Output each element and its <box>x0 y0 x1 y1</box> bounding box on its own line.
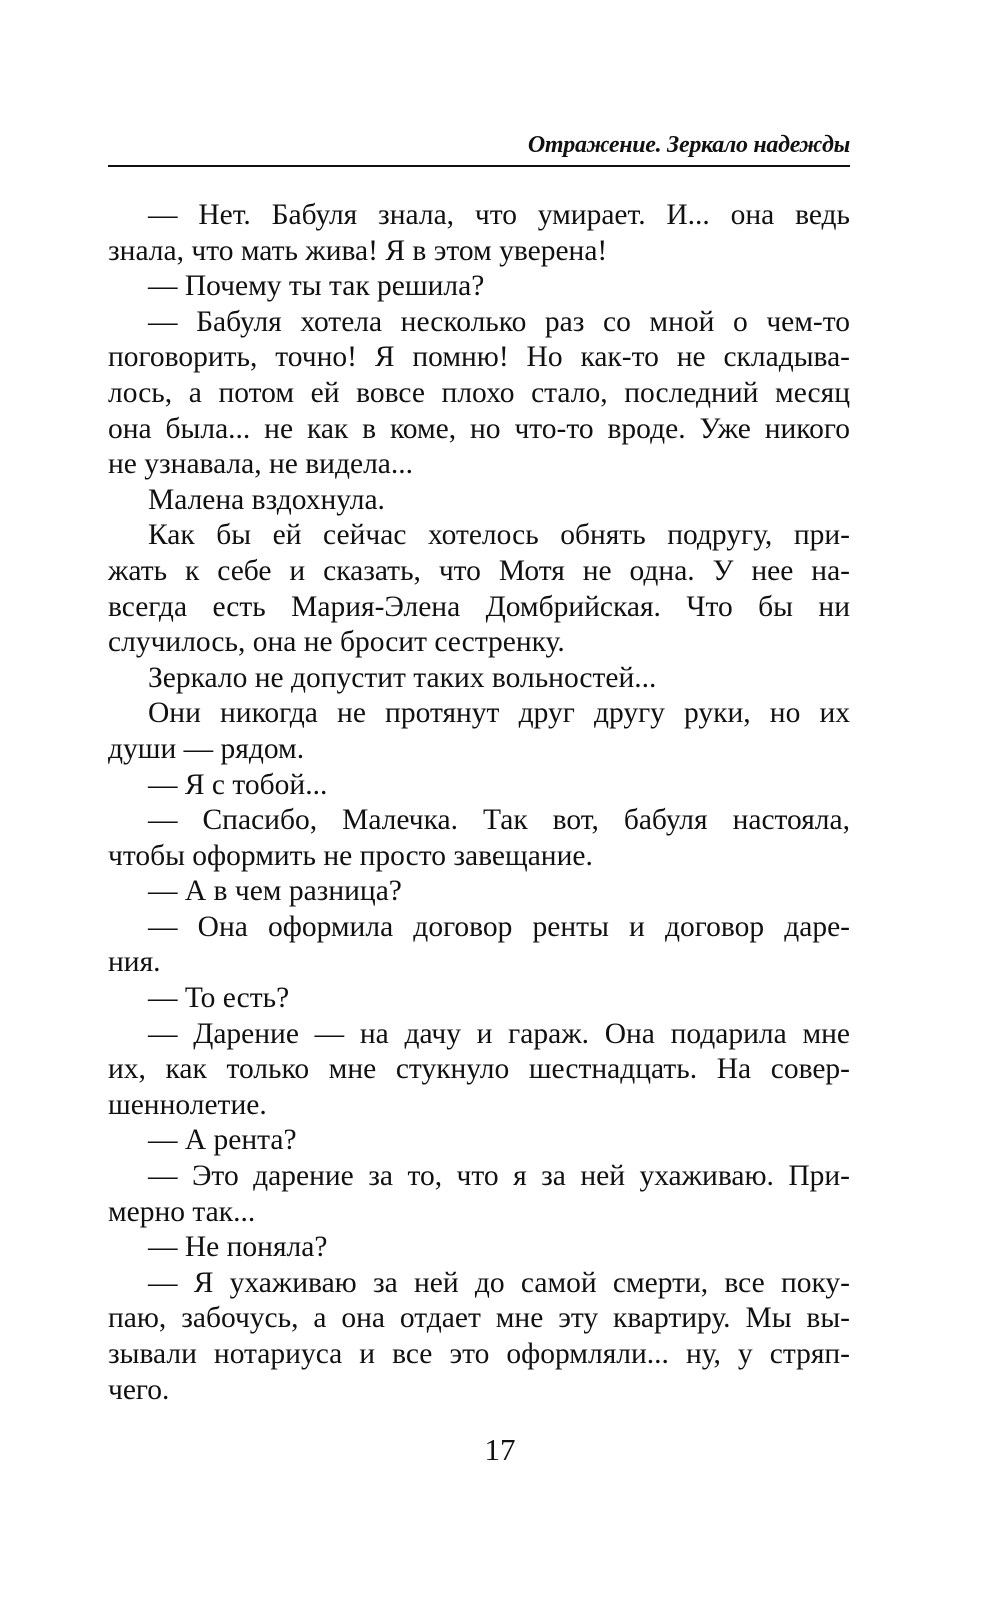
text-line: Малена вздохнула. <box>148 483 385 516</box>
text-line: поговорить, точно! Я помню! Но как-то не складыва- <box>108 341 850 374</box>
text-line: лось, а потом ей вовсе плохо стало, последний месяц <box>108 376 850 409</box>
text-line: ния. <box>108 946 161 979</box>
text-line: шеннолетие. <box>108 1088 267 1121</box>
text-line: не узнавала, не видела... <box>108 448 414 481</box>
text-line: Зеркало не допустит таких вольностей... <box>148 661 657 694</box>
text-line: чего. <box>108 1373 170 1406</box>
text-line: Они никогда не протянут друг другу руки, но их <box>148 697 850 730</box>
text-line: случилось, она не бросит сестренку. <box>108 626 565 659</box>
text-line: их, как только мне стукнуло шестнадцать. На совер- <box>108 1053 850 1086</box>
text-line: — А в чем разница? <box>148 875 402 908</box>
text-line: знала, что мать жива! Я в этом уверена! <box>108 234 608 267</box>
running-header: Отражение. Зеркало надежды <box>527 132 850 158</box>
text-line: чтобы оформить не просто завещание. <box>108 839 593 872</box>
text-line: души — рядом. <box>108 732 305 765</box>
text-line: паю, забочусь, а она отдает мне эту квартиру. Мы вы- <box>108 1302 850 1335</box>
body-text <box>108 198 850 1408</box>
text-line: — Спасибо, Малечка. Так вот, бабуля настояла, <box>148 804 850 837</box>
text-line: зывали нотариуса и все это оформляли... ну, у стряп- <box>108 1338 850 1370</box>
text-line: — Я ухаживаю за ней до самой смерти, все поку- <box>148 1266 850 1299</box>
text-line: — Это дарение за то, что я за ней ухаживаю. При- <box>148 1160 850 1193</box>
header-rule <box>108 165 850 167</box>
text-line: — Бабуля хотела несколько раз со мной о чем-то <box>148 305 850 338</box>
text-line: — Нет. Бабуля знала, что умирает. И... она ведь <box>148 199 850 231</box>
text-line: — Я с тобой... <box>148 768 328 801</box>
text-line: — То есть? <box>148 982 290 1015</box>
page-number: 17 <box>484 1432 516 1467</box>
text-line: — А рента? <box>148 1124 297 1157</box>
text-line: всегда есть Мария-Элена Домбрийская. Что бы ни <box>108 590 850 623</box>
text-line: она была... не как в коме, но что-то вроде. Уже никого <box>108 412 850 445</box>
text-line: — Она оформила договор ренты и договор даре- <box>148 910 850 943</box>
text-line: жать к себе и сказать, что Мотя не одна. У нее на- <box>108 554 850 587</box>
text-line: — Почему ты так решила? <box>148 270 485 303</box>
text-line: — Дарение — на дачу и гараж. Она подарила мне <box>148 1017 850 1050</box>
text-line: мерно так... <box>108 1195 256 1228</box>
text-line: Как бы ей сейчас хотелось обнять подругу, при- <box>148 519 850 552</box>
text-line: — Не поняла? <box>148 1231 328 1264</box>
